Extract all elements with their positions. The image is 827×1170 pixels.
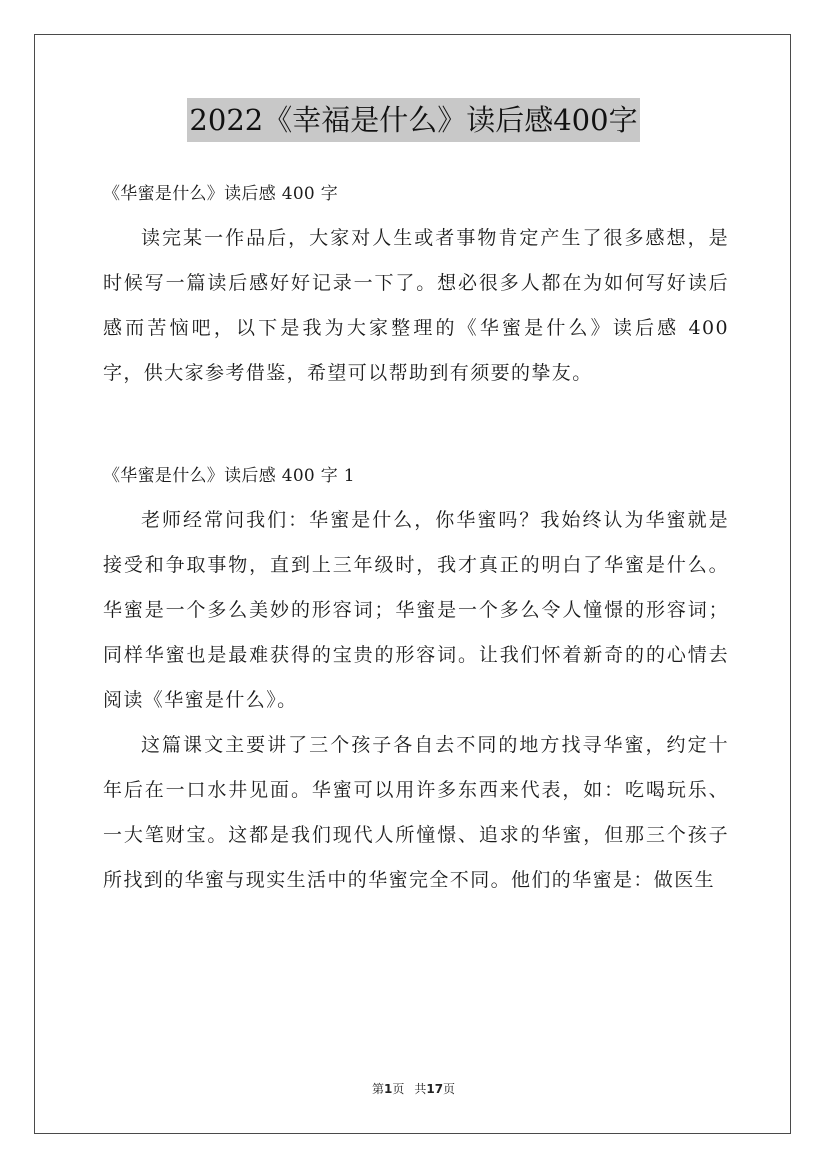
intro-paragraph: 读完某一作品后，大家对人生或者事物肯定产生了很多感想，是时候写一篇读后感好好记录一下了。想必很多人都在为如何写好读后感而苦恼吧，以下是我为大家整理的《华蜜是什么》读后感 400 字，供大家参考借鉴，希望可以帮助到有须要的挚友。 xyxy=(103,227,729,384)
total-prefix: 共 xyxy=(414,1082,427,1096)
document-body xyxy=(103,172,729,903)
body-paragraph-2: 这篇课文主要讲了三个孩子各自去不同的地方找寻华蜜，约定十年后在一口水井见面。华蜜可以用许多东西来代表，如：吃喝玩乐、一大笔财宝。这都是我们现代人所憧憬、追求的华蜜，但那三个孩子所找到的华蜜与现实生活中的华蜜完全不同。他们的华蜜是：做医生 xyxy=(103,734,729,891)
page-footer xyxy=(0,1080,827,1097)
total-suffix: 页 xyxy=(443,1082,456,1096)
body-paragraph-1: 老师经常问我们：华蜜是什么，你华蜜吗？我始终认为华蜜就是接受和争取事物，直到上三年级时，我才真正的明白了华蜜是什么。华蜜是一个多么美妙的形容词；华蜜是一个多么令人憧憬的形容词；同样华蜜也是最难获得的宝贵的形容词。让我们怀着新奇的的心情去阅读《华蜜是什么》。 xyxy=(103,509,729,711)
page-number: 1 xyxy=(383,1082,393,1096)
section-title: 《华蜜是什么》读后感 400 字 1 xyxy=(103,466,355,486)
document-subtitle: 《华蜜是什么》读后感 400 字 xyxy=(103,184,339,204)
page-suffix: 页 xyxy=(392,1082,405,1096)
page-prefix: 第 xyxy=(371,1082,384,1096)
title-wrap xyxy=(0,98,827,142)
total-pages: 17 xyxy=(426,1082,444,1096)
section-gap xyxy=(103,396,729,454)
document-title: 2022《幸福是什么》读后感400字 xyxy=(187,98,639,142)
